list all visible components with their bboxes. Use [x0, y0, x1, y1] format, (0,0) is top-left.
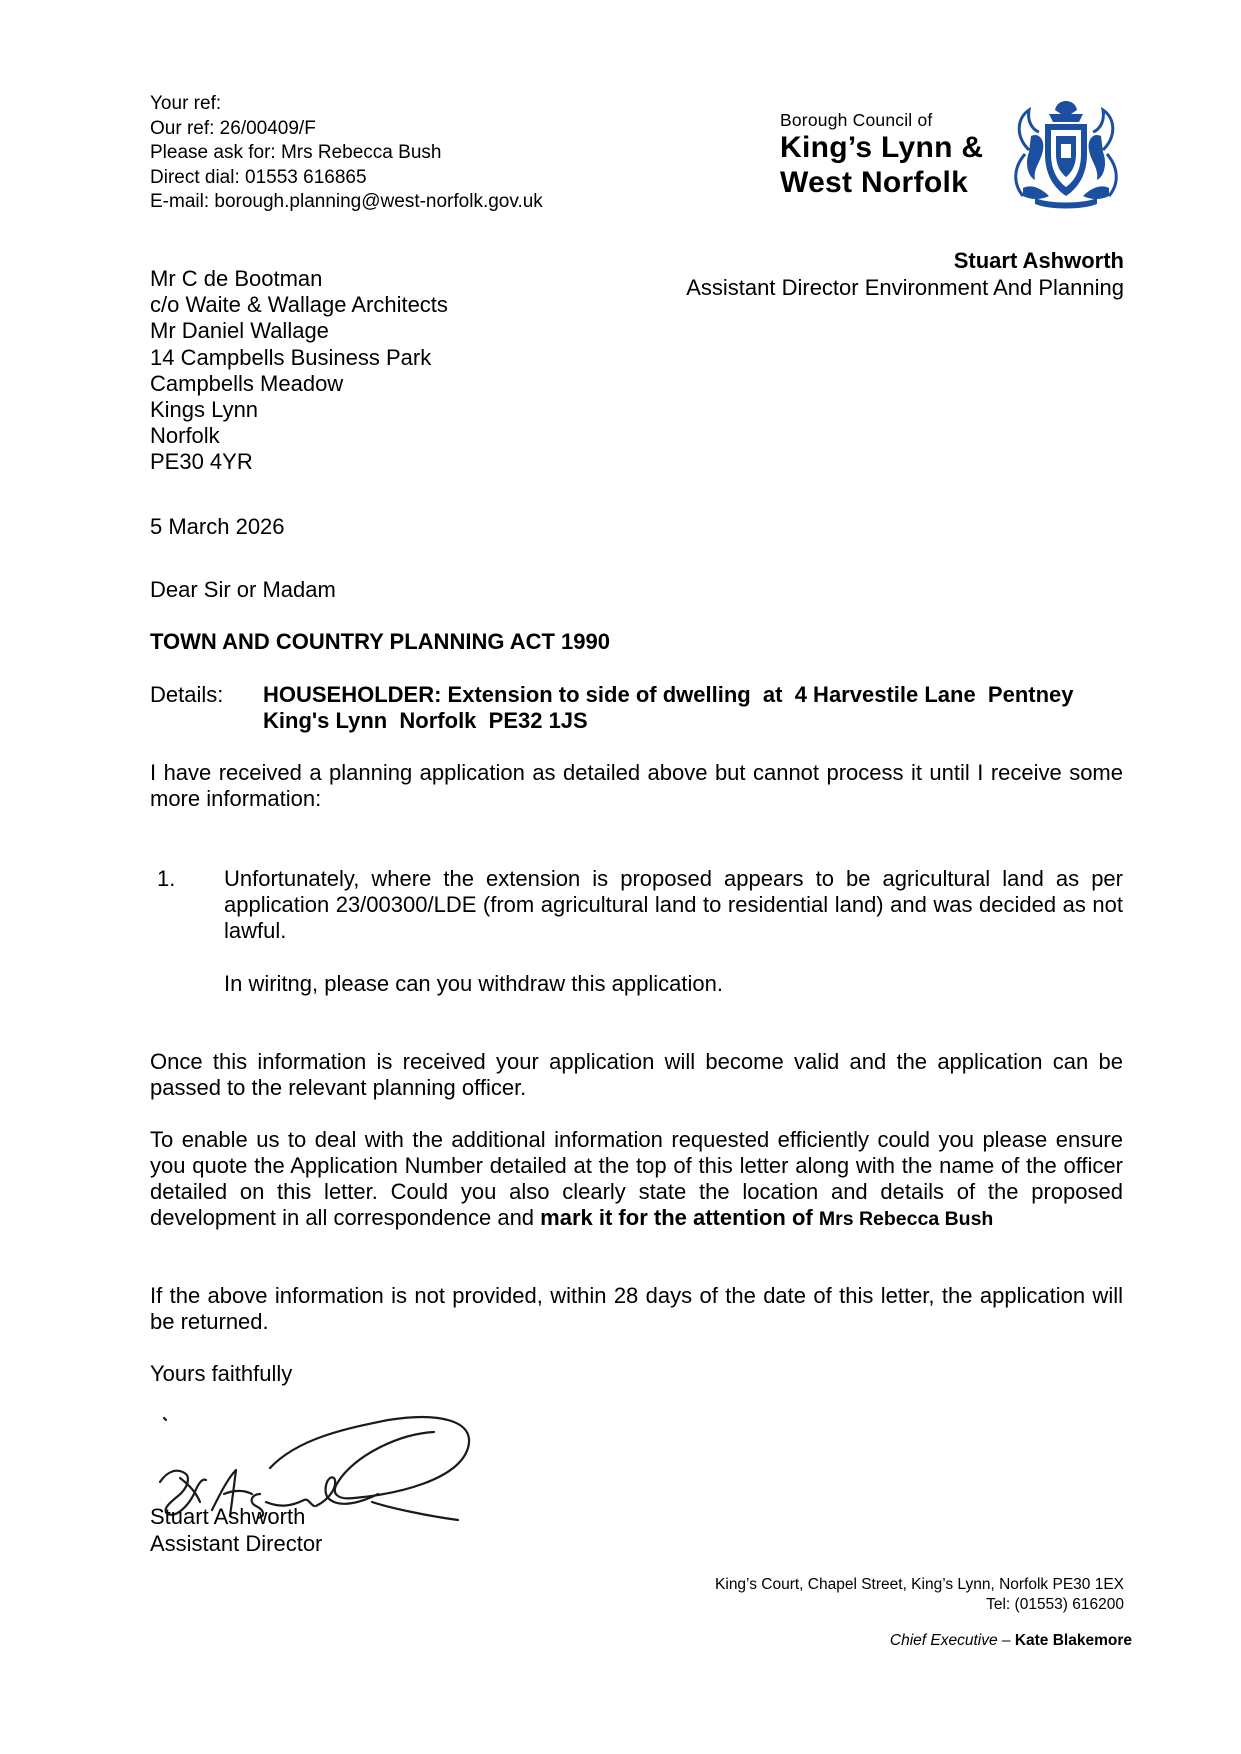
logo-text: [780, 110, 983, 200]
item-followup: In wiritng, please can you withdraw this application.: [224, 971, 723, 996]
recipient-address: [150, 266, 448, 476]
act-heading: TOWN AND COUNTRY PLANNING ACT 1990: [150, 629, 611, 654]
signatory-name: Stuart Ashworth: [150, 1504, 306, 1529]
details-line-1: HOUSEHOLDER: Extension to side of dwelling at 4 Harvestile Lane Pentney: [263, 682, 1074, 707]
address-line: Mr C de Bootman: [150, 266, 323, 291]
signatory-title: Assistant Director: [150, 1530, 323, 1556]
your-ref: Your ref:: [150, 93, 222, 114]
logo-line-1: Borough Council of: [780, 110, 933, 130]
sender-title: Assistant Director Environment And Planning: [686, 274, 1124, 300]
logo-line-3: West Norfolk: [780, 166, 969, 199]
address-line: c/o Waite & Wallage Architects: [150, 292, 448, 318]
address-line: Norfolk: [150, 423, 220, 449]
return-paragraph: If the above information is not provided, within 28 days of the date of this letter, the application will be returned.: [150, 1283, 1123, 1334]
ask-for: Please ask for: Mrs Rebecca Bush: [150, 142, 442, 163]
sender-name: Stuart Ashworth: [953, 248, 1124, 273]
chief-executive-line: [890, 1632, 1132, 1650]
footer-address-block: [715, 1575, 1124, 1615]
salutation: Dear Sir or Madam: [150, 577, 336, 602]
intro-paragraph: I have received a planning application as detailed above but cannot process it until I receive some more information:: [150, 760, 1123, 811]
reference-block: [150, 92, 543, 215]
validity-paragraph: Once this information is received your application will become valid and the application can be passed to the relevant planning officer.: [150, 1049, 1123, 1100]
footer-address: King’s Court, Chapel Street, King’s Lynn, Norfolk PE30 1EX: [715, 1576, 1124, 1593]
direct-dial: Direct dial: 01553 616865: [150, 166, 367, 188]
attention-bold: mark it for the attention of: [540, 1205, 813, 1230]
signatory-block: [150, 1504, 322, 1557]
address-line: Campbells Meadow: [150, 370, 344, 396]
item-text: Unfortunately, where the extension is proposed appears to be agricultural land as per application 23/00300/LDE (from agricultural land to residential land) and was decided as not lawful.: [224, 866, 1123, 943]
council-logo: [780, 92, 1125, 212]
sender-block: [686, 248, 1124, 301]
our-ref: Our ref: 26/00409/F: [150, 117, 316, 139]
logo-line-2: King’s Lynn &: [780, 131, 984, 164]
council-crest-icon: [1005, 92, 1127, 210]
attention-text: To enable us to deal with the additional information requested efficiently could you please ensure you quote the Application Number detailed at the top of this letter along with the name of the officer detailed on this letter. Could you also clearly state the location and details of the proposed development in all correspondence and: [150, 1127, 1123, 1230]
details-line-2: King's Lynn Norfolk PE32 1JS: [263, 708, 588, 733]
details-label: Details:: [150, 682, 224, 707]
closing: Yours faithfully: [150, 1361, 293, 1386]
footer-tel: Tel: (01553) 616200: [986, 1596, 1124, 1613]
ceo-name: Kate Blakemore: [1014, 1632, 1132, 1649]
email-address: E-mail: borough.planning@west-norfolk.gov.uk: [150, 191, 543, 212]
item-number: 1.: [157, 866, 176, 891]
letter-date: 5 March 2026: [150, 514, 285, 539]
ceo-label: Chief Executive –: [889, 1632, 1011, 1649]
address-line: PE30 4YR: [150, 449, 253, 475]
address-line: 14 Campbells Business Park: [150, 344, 432, 370]
address-line: Mr Daniel Wallage: [150, 318, 329, 344]
address-line: Kings Lynn: [150, 397, 259, 423]
attention-officer: Mrs Rebecca Bush: [818, 1208, 994, 1230]
attention-paragraph: [150, 1127, 1123, 1232]
